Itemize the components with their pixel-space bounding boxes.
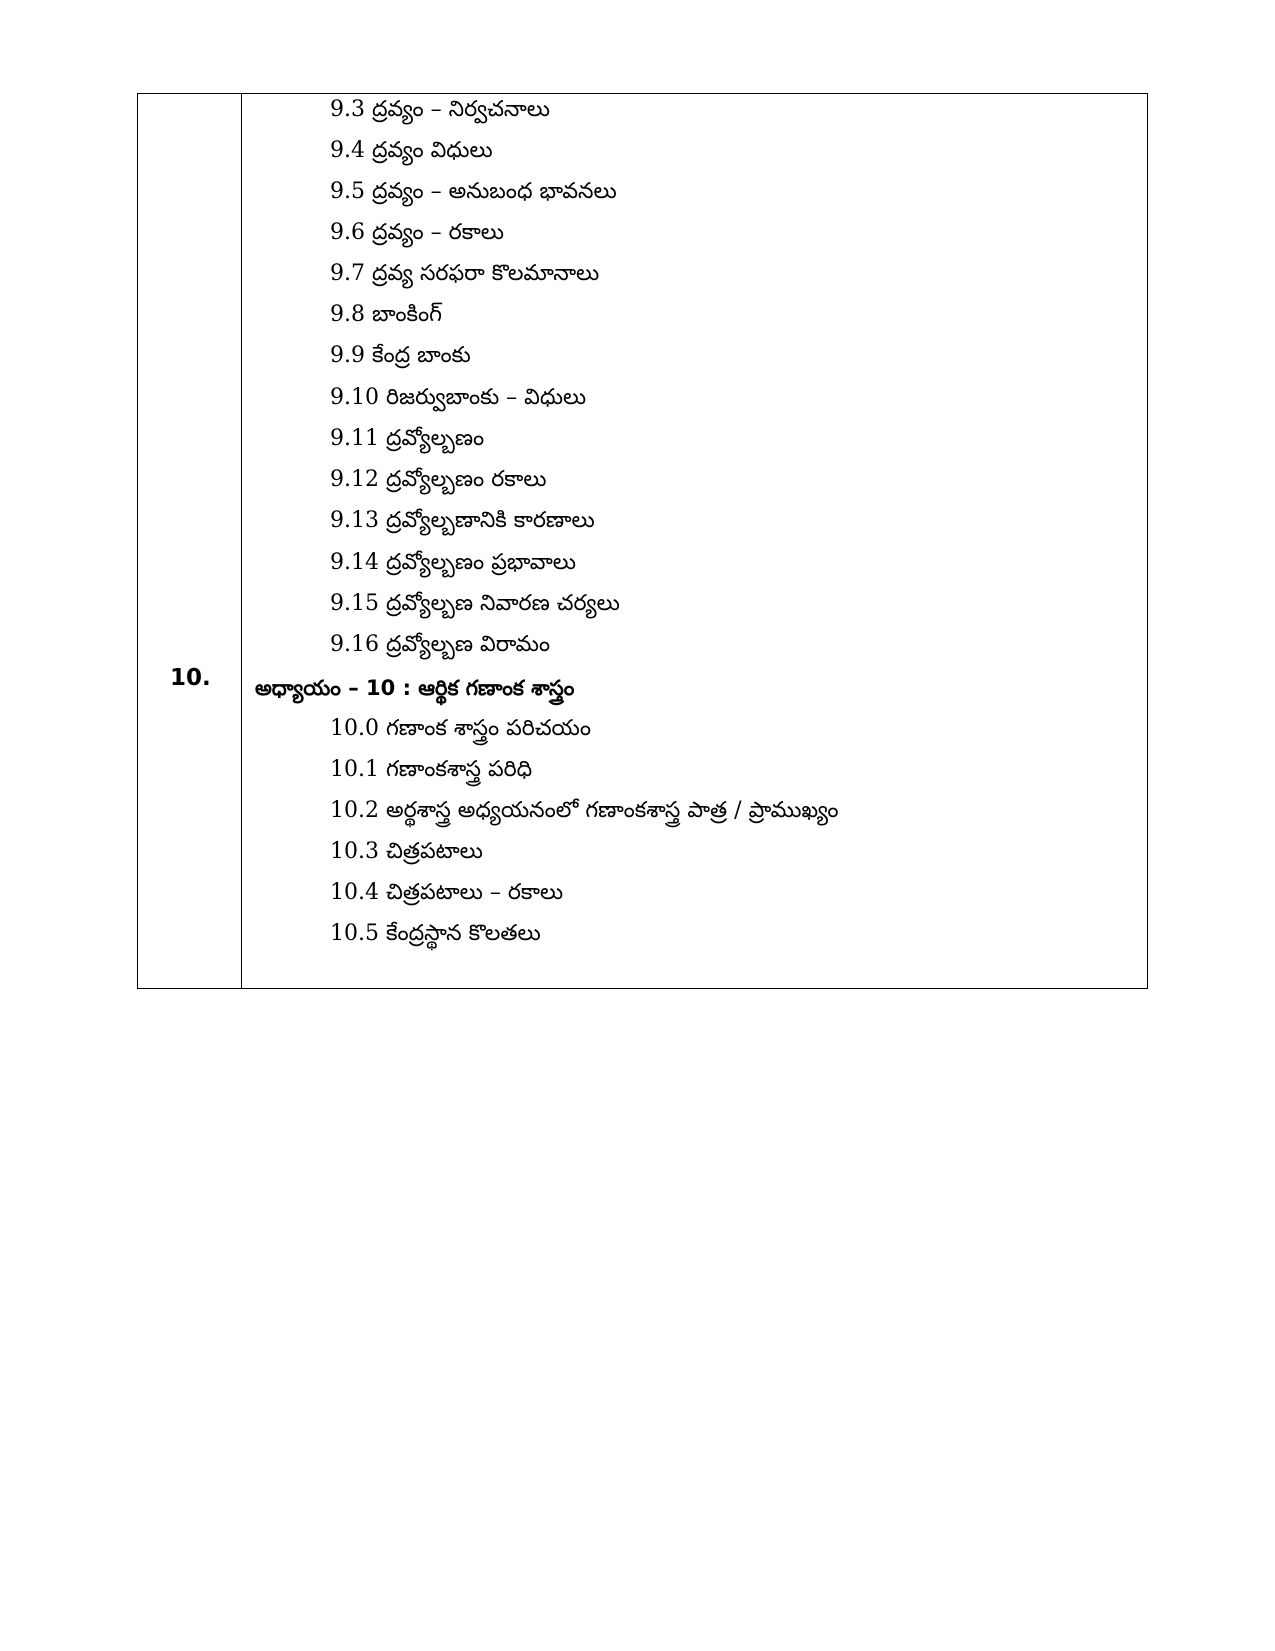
topic-item: 10.1 గణాంకశాస్త్ర పరిధి xyxy=(330,757,533,782)
topic-item: 9.7 ద్రవ్య సరఫరా కొలమానాలు xyxy=(330,261,600,286)
topic-item: 9.6 ద్రవ్యం – రకాలు xyxy=(330,220,504,245)
topic-item: 9.10 రిజర్వుబాంకు – విధులు xyxy=(330,385,587,410)
topic-item: 9.12 ద్రవ్యోల్బణం రకాలు xyxy=(330,467,547,492)
topic-item: 9.11 ద్రవ్యోల్బణం xyxy=(330,426,485,451)
topic-item: 9.5 ద్రవ్యం – అనుబంధ భావనలు xyxy=(330,179,617,204)
chapter-heading: అధ్యాయం – 10 : ఆర్థిక గణాంక శాస్త్రం xyxy=(255,676,575,700)
serial-number-column xyxy=(138,94,242,988)
topic-item: 9.13 ద్రవ్యోల్బణానికి కారణాలు xyxy=(330,508,595,533)
topic-item: 10.4 చిత్రపటాలు – రకాలు xyxy=(330,880,564,905)
topic-item: 9.16 ద్రవ్యోల్బణ విరామం xyxy=(330,632,551,657)
syllabus-table xyxy=(137,93,1148,989)
topic-item: 10.5 కేంద్రస్థాన కొలతలు xyxy=(330,921,541,946)
topic-item: 9.3 ద్రవ్యం – నిర్వచనాలు xyxy=(330,97,550,122)
topic-item: 9.15 ద్రవ్యోల్బణ నివారణ చర్యలు xyxy=(330,591,620,616)
topic-item: 9.4 ద్రవ్యం విధులు xyxy=(330,138,493,163)
topic-item: 9.8 బాంకింగ్ xyxy=(330,302,442,327)
topics-column xyxy=(242,94,1147,988)
topic-item: 9.14 ద్రవ్యోల్బణం ప్రభావాలు xyxy=(330,550,577,575)
chapter-number: 10. xyxy=(170,665,211,691)
topic-item: 10.2 అర్థశాస్త్ర అధ్యయనంలో గణాంకశాస్త్ర పాత్ర / ప్రాముఖ్యం xyxy=(330,798,839,823)
topic-item: 10.0 గణాంక శాస్త్రం పరిచయం xyxy=(330,716,591,741)
topic-item: 9.9 కేంద్ర బాంకు xyxy=(330,343,471,368)
topic-item: 10.3 చిత్రపటాలు xyxy=(330,839,483,864)
